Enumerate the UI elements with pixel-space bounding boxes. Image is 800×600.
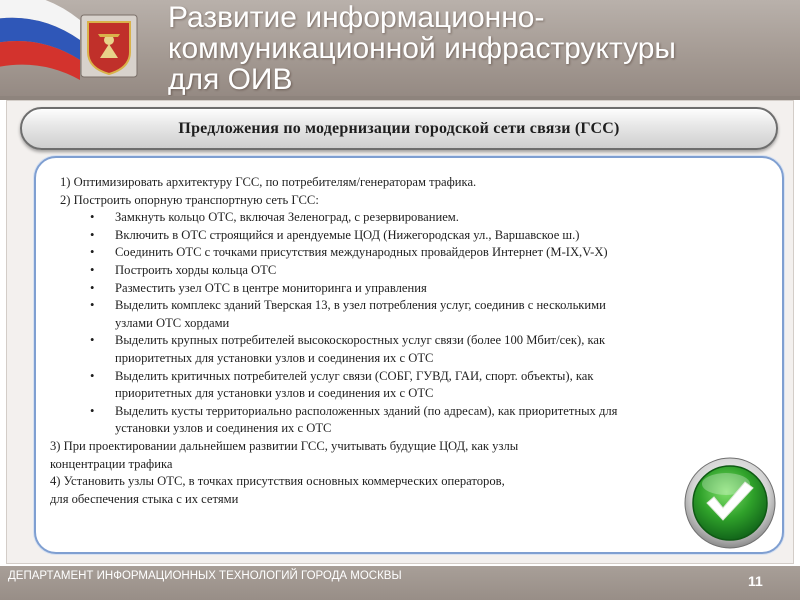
bullet-icon: • bbox=[90, 368, 95, 383]
bullet-item bbox=[50, 227, 750, 245]
bullet-icon: • bbox=[90, 210, 95, 225]
bullet-icon: • bbox=[90, 262, 95, 277]
bullet-item bbox=[50, 244, 750, 262]
bullet-item bbox=[50, 403, 750, 421]
bullet-text: Построить хорды кольца ОТС bbox=[115, 262, 277, 277]
numbered-item: 4) Установить узлы ОТС, в точках присутствия основных коммерческих операторов, bbox=[50, 474, 505, 489]
bullet-item bbox=[50, 209, 750, 227]
bullet-item bbox=[50, 332, 750, 350]
proposals-list bbox=[50, 174, 750, 508]
banner-title: Предложения по модернизации городской сети связи (ГСС) bbox=[178, 119, 620, 137]
bullet-item bbox=[50, 262, 750, 280]
footer bbox=[0, 566, 800, 600]
green-check-icon[interactable] bbox=[683, 456, 777, 550]
bullet-text: Разместить узел ОТС в центре мониторинга и управления bbox=[115, 280, 427, 295]
section-banner bbox=[20, 107, 778, 150]
bullet-icon: • bbox=[90, 298, 95, 313]
bullet-item bbox=[50, 368, 750, 386]
bullet-icon: • bbox=[90, 227, 95, 242]
department-name: ДЕПАРТАМЕНТ ИНФОРМАЦИОННЫХ ТЕХНОЛОГИЙ ГОРОДА МОСКВЫ bbox=[8, 570, 402, 582]
bullet-text: Соединить ОТС с точками присутствия международных провайдеров Интернет (M-IX,V-X) bbox=[115, 245, 608, 260]
bullet-text: Замкнуть кольцо ОТС, включая Зеленоград, с резервированием. bbox=[115, 210, 459, 225]
numbered-item: 3) При проектировании дальнейшем развитии ГСС, учитывать будущие ЦОД, как узлы bbox=[50, 438, 519, 453]
numbered-item: для обеспечения стыка с их сетями bbox=[50, 491, 239, 506]
page-title: Развитие информационно- коммуникационной инфраструктуры для ОИВ bbox=[168, 1, 676, 96]
bullet-text: Выделить критичных потребителей услуг связи (СОБГ, ГУВД, ГАИ, спорт. объекты), как bbox=[115, 368, 594, 383]
bullet-text: Включить в ОТС строящийся и арендуемые ЦОД (Нижегородская ул., Варшавское ш.) bbox=[115, 227, 580, 242]
bullet-icon: • bbox=[90, 333, 95, 348]
bullet-continuation: установки узлов и соединения их с ОТС bbox=[115, 421, 332, 436]
page-number: 11 bbox=[748, 573, 763, 589]
bullet-icon: • bbox=[90, 245, 95, 260]
bullet-continuation: приоритетных для установки узлов и соединения их с ОТС bbox=[115, 350, 434, 365]
moscow-coat-of-arms-icon bbox=[80, 14, 138, 78]
numbered-item: 2) Построить опорную транспортную сеть ГСС: bbox=[60, 192, 319, 207]
bullet-continuation: приоритетных для установки узлов и соединения их с ОТС bbox=[115, 386, 434, 401]
bullet-item bbox=[50, 297, 750, 315]
bullet-text: Выделить комплекс зданий Тверская 13, в узел потребления услуг, соединив с несколькими bbox=[115, 298, 606, 313]
russian-flag-decoration bbox=[0, 0, 90, 96]
bullet-text: Выделить кусты территориально расположенных зданий (по адресам), как приоритетных для bbox=[115, 403, 618, 418]
header bbox=[0, 0, 800, 96]
bullet-continuation: узлами ОТС хордами bbox=[115, 315, 230, 330]
bullet-text: Выделить крупных потребителей высокоскоростных услуг связи (более 100 Мбит/сек), как bbox=[115, 333, 606, 348]
numbered-item: концентрации трафика bbox=[50, 456, 173, 471]
bullet-icon: • bbox=[90, 403, 95, 418]
bullet-icon: • bbox=[90, 280, 95, 295]
numbered-item: 1) Оптимизировать архитектуру ГСС, по потребителям/генераторам трафика. bbox=[60, 175, 477, 189]
bullet-item bbox=[50, 280, 750, 298]
